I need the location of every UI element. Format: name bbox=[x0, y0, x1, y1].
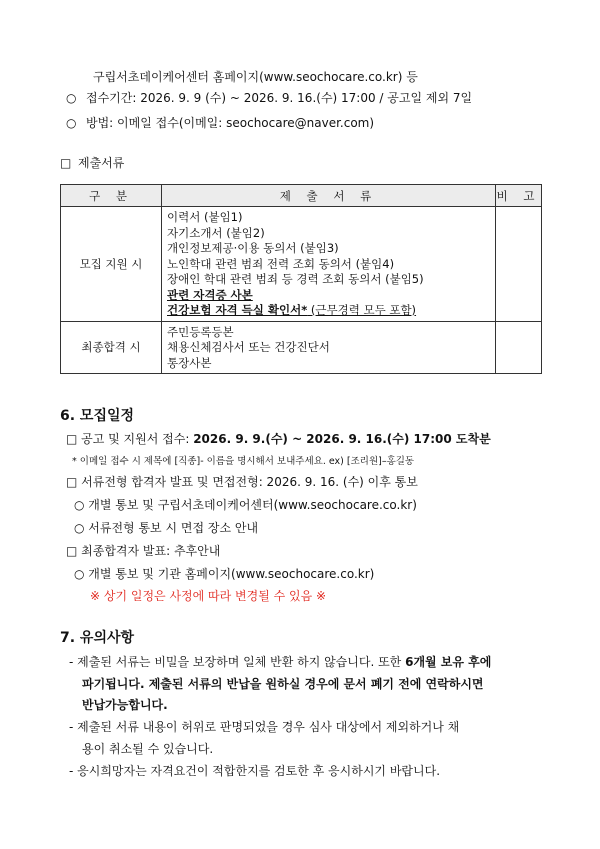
column-header-category: 구 분 bbox=[61, 185, 162, 207]
notice-paragraph-2-line-2: 용이 취소될 수 있습니다. bbox=[82, 742, 214, 756]
submit-docs-heading: 제출서류 bbox=[78, 156, 125, 170]
list-item: 노인학대 관련 범죄 전력 조회 동의서 (붙임4) bbox=[167, 256, 395, 271]
bullet-circle: ○ bbox=[66, 116, 77, 130]
list-item bbox=[167, 303, 491, 319]
schedule-change-warning: ※ 상기 일정은 사정에 따라 변경될 수 있음 ※ bbox=[90, 589, 327, 603]
row-category: 모집 지원 시 bbox=[61, 207, 162, 322]
schedule-interview-place: ○ 서류전형 통보 시 면접 장소 안내 bbox=[74, 521, 259, 535]
schedule-final-result: □ 최종합격자 발표: 추후안내 bbox=[66, 544, 221, 558]
schedule-application-label: □ 공고 및 지원서 접수: bbox=[66, 432, 194, 446]
schedule-heading: 6. 모집일정 bbox=[60, 408, 135, 424]
schedule-final-notify: ○ 개별 통보 및 기관 홈페이지(www.seochocare.co.kr) bbox=[74, 567, 375, 581]
notice-paragraph-1-line-3: 반납가능합니다. bbox=[82, 698, 168, 712]
list-item: 장애인 학대 관련 범죄 등 경력 조회 동의서 (붙임5) bbox=[167, 272, 424, 286]
row-documents bbox=[162, 207, 496, 322]
row-remark bbox=[496, 321, 542, 374]
homepage-line: 구립서초데이케어센터 홈페이지(www.seochocare.co.kr) 등 bbox=[93, 70, 418, 84]
notice-paragraph-3: - 응시희망자는 자격요건이 적합한지를 검토한 후 응시하시기 바랍니다. bbox=[69, 764, 441, 778]
notice-paragraph-2-line-1: - 제출된 서류 내용이 허위로 판명되었을 경우 심사 대상에서 제외하거나 채 bbox=[69, 720, 460, 734]
schedule-notify-homepage: ○ 개별 통보 및 구립서초데이케어센터(www.seochocare.co.kr) bbox=[74, 498, 417, 512]
notice-p1-text: - 제출된 서류는 비밀을 보장하며 일체 반환 하지 않습니다. 또한 bbox=[69, 655, 406, 669]
schedule-application-dates: 2026. 9. 9.(수) ~ 2026. 9. 16.(수) 17:00 도착분 bbox=[193, 432, 491, 446]
column-header-documents: 제 출 서 류 bbox=[162, 185, 496, 207]
schedule-document-result: □ 서류전형 합격자 발표 및 면접전형: 2026. 9. 16. (수) 이후 통보 bbox=[66, 475, 418, 489]
email-subject-note: * 이메일 접수 시 제목에 [직종]- 이름을 명시해서 보내주세요. ex) [조리원]–홍길동 bbox=[72, 456, 415, 467]
bullet-circle: ○ bbox=[66, 91, 77, 105]
list-item: 주민등록등본 bbox=[167, 324, 234, 339]
notice-heading: 7. 유의사항 bbox=[60, 630, 135, 646]
notice-paragraph-1-line-1 bbox=[69, 654, 491, 670]
table-row bbox=[61, 321, 542, 374]
table-header-row bbox=[61, 185, 542, 207]
list-item: 자기소개서 (붙임2) bbox=[167, 225, 265, 240]
schedule-application bbox=[66, 431, 491, 447]
health-insurance-doc: 건강보험 자격 득실 확인서* bbox=[167, 303, 308, 317]
list-item: 통장사본 bbox=[167, 355, 212, 370]
list-item: 개인정보제공·이용 동의서 (붙임3) bbox=[167, 241, 339, 255]
list-item: 채용신체검사서 또는 건강진단서 bbox=[167, 340, 330, 354]
application-period: 접수기간: 2026. 9. 9 (수) ~ 2026. 9. 16.(수) 17:00 / 공고일 제외 7일 bbox=[86, 91, 473, 105]
submit-docs-table bbox=[60, 184, 542, 374]
list-item: 관련 자격증 사본 bbox=[167, 287, 253, 302]
row-remark bbox=[496, 207, 542, 322]
table-row bbox=[61, 207, 542, 322]
row-documents bbox=[162, 321, 496, 374]
row-category: 최종합격 시 bbox=[61, 321, 162, 374]
notice-p1-bold: 6개월 보유 후에 bbox=[405, 655, 492, 669]
notice-paragraph-1-line-2: 파기됩니다. 제출된 서류의 반납을 원하실 경우에 문서 폐기 전에 연락하시면 bbox=[82, 677, 484, 691]
application-method: 방법: 이메일 접수(이메일: seochocare@naver.com) bbox=[86, 116, 375, 130]
list-item: 이력서 (붙임1) bbox=[167, 210, 243, 224]
column-header-remark: 비 고 bbox=[496, 185, 542, 207]
checkbox-square-icon: □ bbox=[60, 156, 72, 170]
health-insurance-note: (근무경력 모두 포함) bbox=[307, 303, 417, 317]
